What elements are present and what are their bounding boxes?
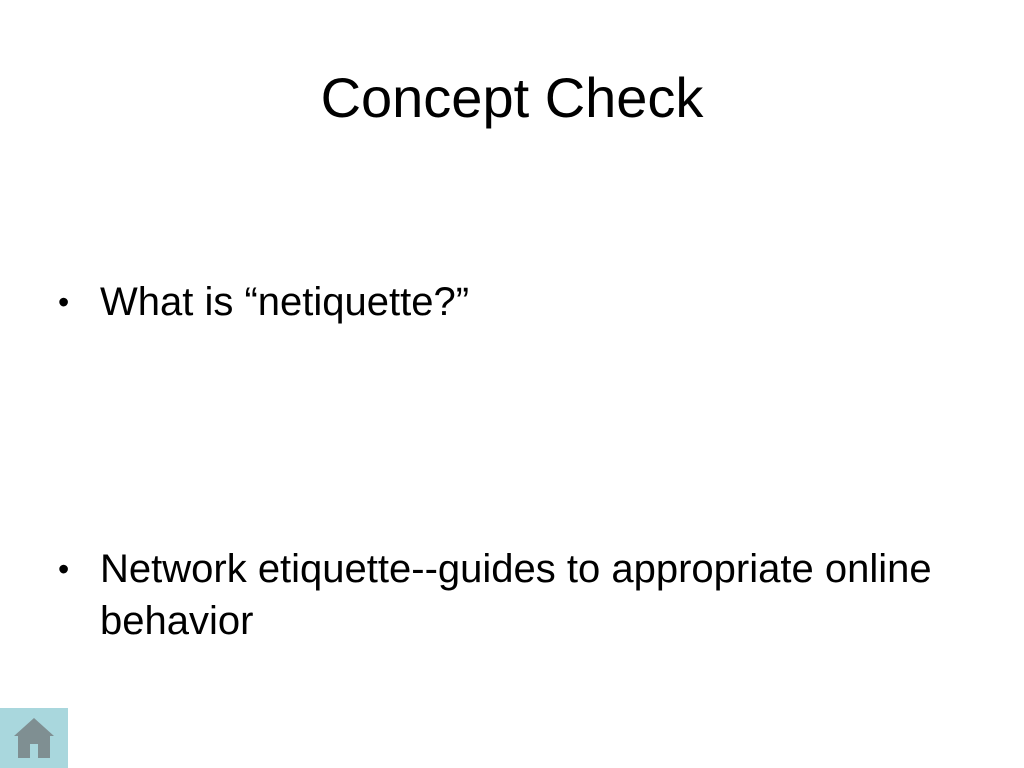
bullet-marker: • — [58, 551, 70, 587]
home-button[interactable] — [0, 708, 68, 768]
bullet-item — [58, 543, 958, 647]
home-icon — [12, 716, 56, 760]
bullet-item — [58, 276, 958, 328]
bullet-text: What is “netiquette?” — [100, 280, 470, 324]
bullet-text: Network etiquette--guides to appropriate online behavior — [100, 547, 932, 643]
bullet-marker: • — [58, 284, 70, 320]
slide-title: Concept Check — [320, 66, 704, 129]
